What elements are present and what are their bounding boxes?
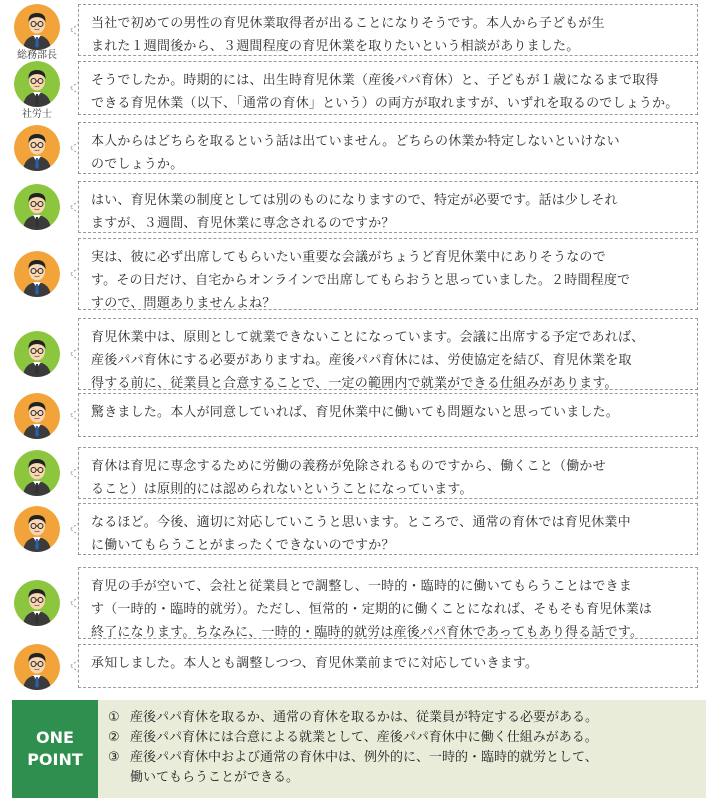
speech-bubble [78,238,698,310]
speech-bubble [78,503,698,555]
one-point-list [108,708,598,788]
dialogue-row [0,238,716,310]
speech-bubble [78,318,698,390]
consultant-avatar [14,61,60,107]
dialogue-row [0,122,716,174]
speech-line: はい、育児休業の制度としては別のものになりますので、特定が必要です。話は少しそれ [91,193,618,208]
one-point-label [12,700,98,798]
speech-line: 当社で初めての男性の育児休業取得者が出ることになりそうです。本人から子どもが生 [91,16,605,31]
speech-line: 終了になります。ちなみに、一時的・臨時的就労は産後パパ育休であってもあり得る話です。 [91,625,644,640]
dialogue-row [0,447,716,499]
one-point-item [108,768,598,788]
manager-role-label: 総務部長 [17,50,57,61]
speech-bubble [78,61,698,115]
speech-line: なるほど。今後、適切に対応していこうと思います。ところで、通常の育休では育児休業中 [91,515,631,530]
one-point-item [108,708,598,728]
speech-line: 育児の手が空いて、会社と従業員とで調整し、一時的・臨時的に働いてもらうことはできま [91,579,632,594]
speech-bubble [78,122,698,174]
consultant-avatar [14,184,60,230]
manager-avatar [14,251,60,297]
speech-line: 実は、彼に必ず出席してもらいたい重要な会議がちょうど育児休業中にありそうなので [91,250,606,265]
speech-bubble [78,4,698,56]
manager-avatar [14,4,60,50]
speech-line: に働いてもらうことがまったくできないのですか？ [91,538,395,553]
speech-line: 本人からはどちらを取るという話は出ていません。どちらの休業か特定しないといけない [91,134,620,149]
speech-bubble [78,181,698,233]
speech-line: できる育児休業（以下、「通常の育休」という）の両方が取れますが、いずれを取るのでしょうか。 [91,96,679,111]
manager-avatar [14,393,60,439]
speech-line: 驚きました。本人が同意していれば、育児休業中に働いても問題ないと思っていました。 [91,405,620,420]
speech-bubble [78,644,698,688]
dialogue-row [0,61,716,120]
speech-line: す（一時的・臨時的就労）。ただし、恒常的・定期的に働くことになれば、そもそも育児休業は [91,602,653,617]
dialogue-row [0,181,716,233]
dialogue-row [0,503,716,555]
one-point-item [108,748,598,768]
dialogue-row [0,4,716,61]
dialogue-row [0,318,716,390]
speech-line: 育休は育児に専念するために労働の義務が免除されるものですから、働くこと（働かせ [91,459,606,474]
dialogue-row [0,567,716,639]
one-point-number: ③ [108,750,120,765]
one-point-number: ① [108,710,120,725]
dialogue-row [0,393,716,437]
one-point-text: 産後パパ育休中および通常の育休中は、例外的に、一時的・臨時的就労として、 [130,750,598,765]
manager-avatar [14,125,60,171]
speech-line: 承知しました。本人とも調整しつつ、育児休業前までに対応していきます。 [91,656,539,671]
one-point-text: 産後パパ育休には合意による就業として、産後パパ育休中に働く仕組みがある。 [130,730,598,745]
manager-avatar [14,506,60,552]
one-point-text: 産後パパ育休を取るか、通常の育休を取るかは、従業員が特定する必要がある。 [130,710,599,725]
one-point-label-line1: ONE [36,728,74,747]
consultant-avatar [14,331,60,377]
consultant-avatar [14,450,60,496]
one-point-box [12,700,706,798]
speech-line: のでしょうか。 [91,157,184,172]
one-point-number [108,768,130,788]
speech-line: 得する前に、従業員と合意することで、一定の範囲内で就業ができる仕組みがあります。 [91,376,618,391]
one-point-item [108,728,598,748]
speech-line: ること）は原則的には認められないということになっています。 [91,482,473,497]
consultant-avatar [14,580,60,626]
speech-line: す。その日だけ、自宅からオンラインで出席してもらおうと思っていました。２時間程度で [91,273,631,288]
speech-line: すので、問題ありませんよね？ [91,296,276,311]
speech-line: 育児休業中は、原則として就業できないことになっています。会議に出席する予定であれば、 [91,330,645,345]
speech-bubble [78,567,698,639]
consultant-role-label: 社労士 [22,109,52,120]
speech-line: 産後パパ育休にする必要がありますね。産後パパ育休には、労使協定を結び、育児休業を取 [91,353,632,368]
speech-line: ますが、３週間、育児休業に専念されるのですか？ [91,216,395,231]
speech-bubble [78,393,698,437]
one-point-number: ② [108,730,120,745]
speech-bubble [78,447,698,499]
manager-avatar [14,644,60,690]
one-point-label-line2: POINT [27,750,83,769]
one-point-text: 働いてもらうことができる。 [130,770,300,785]
speech-line: そうでしたか。時期的には、出生時育児休業（産後パパ育休）と、子どもが１歳になるまで取得 [91,73,659,88]
speech-line: まれた１週間後から、３週間程度の育児休業を取りたいという相談がありました。 [91,39,580,54]
dialogue-row [0,644,716,688]
